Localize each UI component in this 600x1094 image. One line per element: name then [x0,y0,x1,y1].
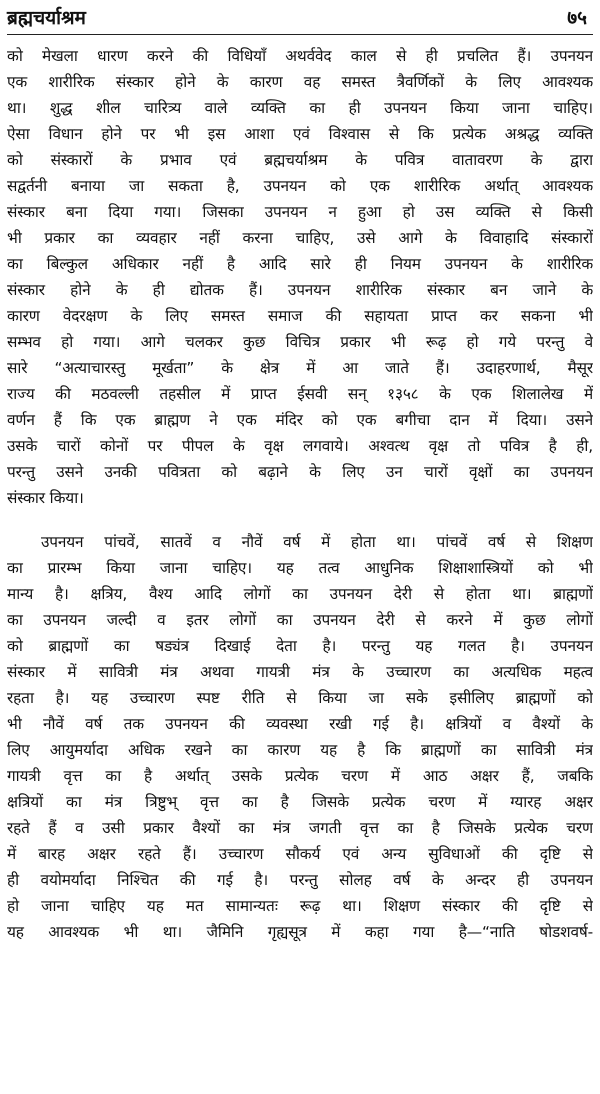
text-line: क्षत्रियों का मंत्र त्रिष्टुभ् वृत्त का है जिसके प्रत्येक चरण में ग्यारह अक्षर [7,793,593,811]
text-line: मान्य है। क्षत्रिय, वैश्य आदि लोगों का उपनयन देरी से होता था। ब्राह्मणों [7,585,593,603]
text-line: उपनयन पांचवें, सातवें व नौवें वर्ष में होता था। पांचवें वर्ष से शिक्षण [41,533,593,551]
text-line: संस्कार किया। [7,489,84,507]
text-line: सारे “अत्याचारस्तु मूर्खता” के क्षेत्र में आ जाते हैं। उदाहरणार्थ, मैसूर [7,359,593,377]
text-line: का बिल्कुल अधिकार नहीं है आदि सारे ही नियम उपनयन के शारीरिक [7,255,593,273]
running-head [7,4,593,35]
text-line: गायत्री वृत्त का है अर्थात् उसके प्रत्येक चरण में आठ अक्षर हैं, जबकि [7,767,593,785]
text-line: संस्कार बना दिया गया। जिसका उपनयन न हुआ हो उस व्यक्ति से किसी [7,203,593,221]
text-line: संस्कार होने के ही द्योतक हैं। उपनयन शारीरिक संस्कार बन जाने के [7,281,593,299]
text-line: सम्भव हो गया। आगे चलकर कुछ विचित्र प्रकार भी रूढ़ हो गये परन्तु वे [7,333,593,351]
text-line: का प्रारम्भ किया जाना चाहिए। यह तत्व आधुनिक शिक्षाशास्त्रियों को भी [7,559,593,577]
paragraph-2 [7,529,593,945]
text-line: सद्वर्तनी बनाया जा सकता है, उपनयन को एक शारीरिक अर्थात् आवश्यक [7,177,593,195]
text-line: हो जाना चाहिए यह मत सामान्यतः रूढ़ था। शिक्षण संस्कार की दृष्टि से [7,897,593,915]
text-line: ही वयोमर्यादा निश्चित की गई है। परन्तु सोलह वर्ष के अन्दर ही उपनयन [7,871,593,889]
text-line: राज्य की मठवल्ली तहसील में प्राप्त ईसवी सन् १३५८ के एक शिलालेख में [7,385,593,403]
paragraph-1 [7,43,593,511]
text-line: एक शारीरिक संस्कार होने के कारण वह समस्त त्रैवर्णिकों के लिए आवश्यक [7,73,593,91]
text-line: परन्तु उसने उनकी पवित्रता को बढ़ाने के लिए उन चारों वृक्षों का उपनयन [7,463,593,481]
text-line: था। शुद्ध शील चारित्र्य वाले व्यक्ति का ही उपनयन किया जाना चाहिए। [7,99,593,117]
text-line: कारण वेदरक्षण के लिए समस्त समाज की सहायता प्राप्त कर सकना भी [7,307,593,325]
running-title: ब्रह्मचर्याश्रम [7,7,86,29]
text-line: को संस्कारों के प्रभाव एवं ब्रह्मचर्याश्रम के पवित्र वातावरण के द्वारा [7,151,593,169]
text-line: को मेखला धारण करने की विधियाँ अथर्ववेद काल से ही प्रचलित हैं। उपनयन [7,47,593,65]
text-line: का उपनयन जल्दी व इतर लोगों का उपनयन देरी से करने में कुछ लोगों [7,611,593,629]
text-line: भी नौवें वर्ष तक उपनयन की व्यवस्था रखी गई है। क्षत्रियों व वैश्यों के [7,715,593,733]
text-line: ऐसा विधान होने पर भी इस आशा एवं विश्वास से कि प्रत्येक अश्रद्ध व्यक्ति [7,125,593,143]
page-number: ७५ [567,7,587,29]
text-line: रहते हैं व उसी प्रकार वैश्यों का मंत्र जगती वृत्त का है जिसके प्रत्येक चरण [7,819,593,837]
text-line: वर्णन हैं कि एक ब्राह्मण ने एक मंदिर को एक बगीचा दान में दिया। उसने [7,411,593,429]
text-line: लिए आयुमर्यादा अधिक रखने का कारण यह है कि ब्राह्मणों का सावित्री मंत्र [7,741,593,759]
text-line: संस्कार में सावित्री मंत्र अथवा गायत्री मंत्र के उच्चारण का अत्यधिक महत्व [7,663,593,681]
text-line: भी प्रकार का व्यवहार नहीं करना चाहिए, उसे आगे के विवाहादि संस्कारों [7,229,593,247]
paragraph-gap [7,511,593,529]
text-line: यह आवश्यक भी था। जैमिनि गृह्यसूत्र में कहा गया है—“नाति षोडशवर्ष- [7,923,593,941]
text-line: उसके चारों कोनों पर पीपल के वृक्ष लगवाये। अश्वत्थ वृक्ष तो पवित्र है ही, [7,437,593,455]
text-line: को ब्राह्मणों का षड्यंत्र दिखाई देता है। परन्तु यह गलत है। उपनयन [7,637,593,655]
text-line: रहता है। यह उच्चारण स्पष्ट रीति से किया जा सके इसीलिए ब्राह्मणों को [7,689,593,707]
text-line: में बारह अक्षर रहते हैं। उच्चारण सौकर्य एवं अन्य सुविधाओं की दृष्टि से [7,845,593,863]
